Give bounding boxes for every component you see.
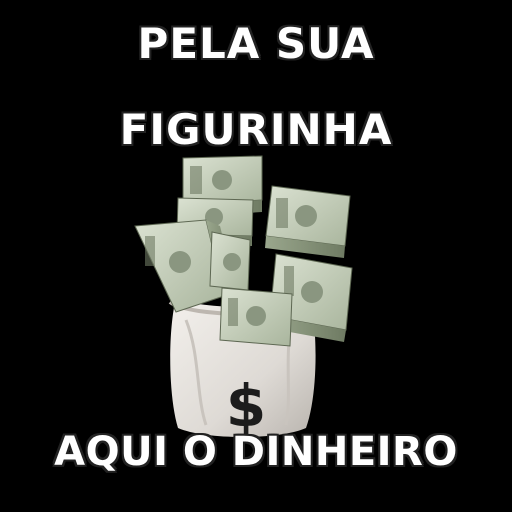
caption-line-1: PELA SUA — [137, 19, 375, 68]
caption-line-3: AQUI O DINHEIRO — [54, 429, 458, 475]
money-stack-bottom — [220, 288, 292, 346]
dollar-sign-icon: $ — [225, 372, 267, 440]
money-stack-back-right — [265, 186, 350, 258]
money-stack-front-center — [210, 232, 250, 290]
caption-line-2: FIGURINHA — [119, 105, 393, 154]
